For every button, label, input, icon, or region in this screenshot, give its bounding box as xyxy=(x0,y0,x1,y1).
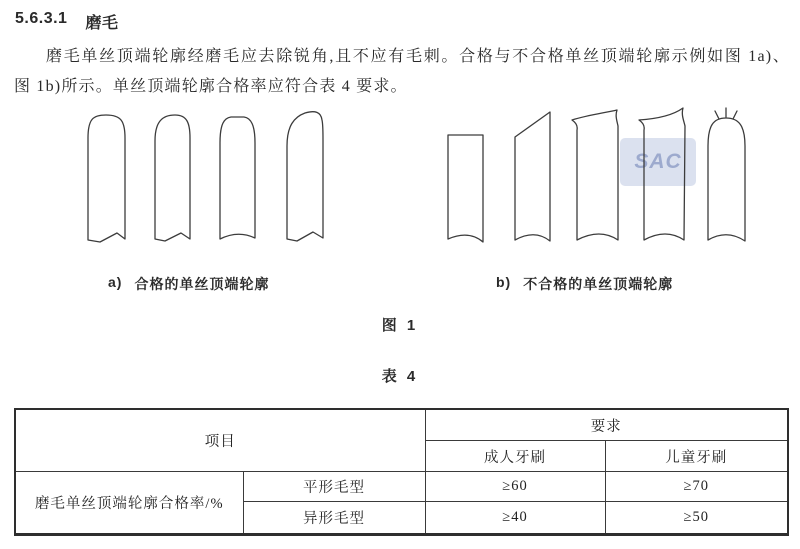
header-requirement: 要求 xyxy=(425,409,788,441)
value-flat-child: ≥70 xyxy=(605,472,788,502)
bristle-shape-burred-dome xyxy=(708,118,745,241)
figure-a-caption-label: a) xyxy=(108,274,123,290)
value-flat-adult: ≥60 xyxy=(425,472,605,502)
section-heading xyxy=(15,10,118,33)
bristle-type-flat: 平形毛型 xyxy=(243,472,425,502)
section-number: 5.6.3.1 xyxy=(15,10,68,27)
table-row xyxy=(15,472,788,502)
section-title: 磨毛 xyxy=(85,15,119,32)
bristle-shape-flared-top-2 xyxy=(639,108,685,240)
figure-a-caption xyxy=(108,274,269,294)
bristle-shape-slanted-top xyxy=(515,112,550,241)
figure-b-caption xyxy=(496,274,673,294)
bristle-shape-rounded-2 xyxy=(155,115,190,241)
paragraph-line-1: 磨毛单丝顶端轮廓经磨毛应去除锐角,且不应有毛刺。合格与不合格单丝顶端轮廓示例如图 1a)、 xyxy=(46,48,790,65)
body-paragraph xyxy=(14,42,790,102)
table-4 xyxy=(14,408,789,536)
bristle-shape-rounded-3 xyxy=(220,117,255,239)
sac-watermark: SAC xyxy=(620,138,696,186)
header-child-toothbrush: 儿童牙刷 xyxy=(605,441,788,472)
table-caption: 表 4 xyxy=(381,368,419,385)
burr-hair-3 xyxy=(733,111,737,119)
header-adult-toothbrush: 成人牙刷 xyxy=(425,441,605,472)
figure-number-label: 图 1 xyxy=(381,317,419,334)
bristle-shape-rounded-1 xyxy=(88,115,125,242)
bristle-type-shaped: 异形毛型 xyxy=(243,502,425,535)
burr-hair-1 xyxy=(715,111,719,119)
bristle-shape-flared-top-1 xyxy=(572,110,618,240)
figure-a-caption-text: 合格的单丝顶端轮廓 xyxy=(134,276,270,292)
figure-b-caption-text: 不合格的单丝顶端轮廓 xyxy=(523,276,674,292)
requirements-table xyxy=(14,408,789,536)
figure-a-qualified-bristle-profiles xyxy=(78,108,328,248)
value-shaped-adult: ≥40 xyxy=(425,502,605,535)
paragraph-line-2: 图 1b)所示。单丝顶端轮廓合格率应符合表 4 要求。 xyxy=(14,78,408,95)
row-group-label: 磨毛单丝顶端轮廓合格率/% xyxy=(15,472,243,535)
figure-b-caption-label: b) xyxy=(496,274,512,290)
bristle-shape-flat-top xyxy=(448,135,483,242)
figure-b-unqualified-bristle-profiles xyxy=(436,104,766,246)
header-item: 项目 xyxy=(15,409,425,472)
value-shaped-child: ≥50 xyxy=(605,502,788,535)
bristle-shape-rounded-4 xyxy=(287,112,323,241)
